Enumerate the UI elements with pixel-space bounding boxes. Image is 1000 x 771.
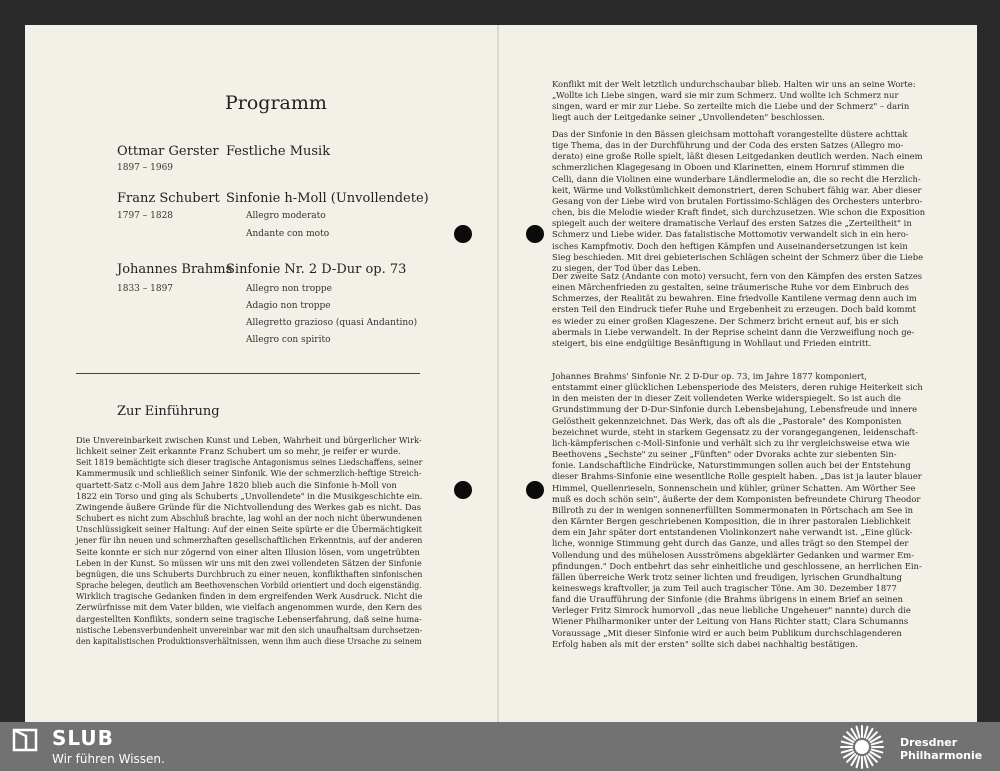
logo-ray	[865, 757, 868, 768]
logo-ray	[865, 727, 868, 738]
text-line: Konflikt mit der Welt letztlich undurchschaubar blieb. Halten wir uns an seine Worte:	[552, 79, 916, 89]
program-title: Programm	[225, 92, 327, 114]
text-line: quartett-Satz c-Moll aus dem Jahre 1820 blieb auch die Sinfonie h-Moll von	[76, 479, 397, 490]
composer-years: 1797 – 1828	[117, 211, 174, 221]
text-line: dieser Brahms-Sinfonie eine wesentliche Rolle gespielt haben. „Das ist ja lauter blauer	[552, 471, 922, 482]
composer-name: Johannes Brahms	[117, 262, 233, 277]
text-line: entstammt einer glücklichen Lebensperiode des Meisters, deren ruhige Heiterkeit sich	[552, 382, 923, 393]
text-line: den Kärnter Bergen geschriebenen Komposition, die in ihrer pastoralen Lieblichkeit	[552, 516, 911, 527]
text-line: Schmerz und Liebe wider. Das fatalistische Mottomotiv verwandelt sich in ein hero-	[552, 229, 909, 240]
text-line: Kammermusik und schließlich seiner Sinfonik. Wie der schmerzlich-heftige Streich-	[76, 468, 422, 479]
logo-ray	[872, 750, 883, 753]
paragraph	[552, 129, 925, 274]
text-line: keineswegs kraftvoller, ja zum Teil auch tragischer Töne. Am 30. Dezember 1877	[552, 582, 897, 593]
partner-name-line: Philharmonie	[900, 749, 983, 762]
slub-name[interactable]: SLUB	[52, 726, 114, 750]
paragraph	[552, 271, 925, 349]
text-line: begnügen, die uns Schuberts Durchbruch zu einer neuen, konflikthaften sinfonischen	[76, 568, 423, 579]
punch-hole	[454, 225, 472, 243]
work-title: Sinfonie h-Moll (Unvollendete)	[226, 191, 429, 206]
text-line: Grundstimmung der D-Dur-Sinfonie durch Lebensbejahung, Lebensfreude und innere	[552, 404, 918, 415]
text-line: es wieder zu einer großen Klageszene. Der Schmerz bricht erneut auf, bis er sich	[552, 315, 899, 326]
text-line: Gelöstheit gekennzeichnet. Das Werk, das oft als die „Pastorale" des Komponisten	[552, 415, 902, 426]
work-title: Festliche Musik	[226, 144, 331, 159]
text-line: Johannes Brahms' Sinfonie Nr. 2 D-Dur op. 73, im Jahre 1877 komponiert,	[552, 371, 867, 381]
composer-years: 1833 – 1897	[117, 284, 174, 294]
punch-hole	[454, 481, 472, 499]
text-line: bezeichnet wurde, steht in starkem Gegensatz zu der vorangegangenen, leidenschaft-	[552, 426, 918, 437]
text-line: Billroth zu der in wenigen sonnenerfüllten Sommermonaten in Pörtschach am See in	[552, 504, 913, 515]
text-line: muß es doch schön sein", äußerte der dem Komponisten befreundete Chirurg Theodor	[552, 493, 921, 504]
slub-tagline: Wir führen Wissen.	[52, 752, 165, 766]
movement: Allegro moderato	[246, 211, 326, 221]
movement: Allegretto grazioso (quasi Andantino)	[246, 318, 418, 328]
partner-name-line: Dresdner	[900, 736, 958, 749]
text-line: jener für ihn neuen und schmerzhaften gesellschaftlichen Erkenntnis, auf der anderen	[76, 535, 423, 546]
text-line: Seite konnte er sich nur zögernd von einer alten Illusion lösen, vom ungetrübten	[76, 546, 420, 557]
text-line: dem ein Jahr später dort entstandenen Violinkonzert nahe verwandt ist. „Eine glück-	[552, 527, 913, 538]
text-line: Verleger Fritz Simrock humorvoll „das neue liebliche Ungeheuer" nannte) durch die	[552, 605, 911, 616]
text-line: keit, Wärme und Volkstümlichkeit demonstriert, deren Schubert fähig war. Aber dieser	[552, 184, 922, 195]
text-line: isches Kampfmotiv. Doch den heftigen Kämpfen und Auseinandersetzungen ist kein	[552, 240, 908, 251]
text-line: Das der Sinfonie in den Bässen gleichsam mottohaft vorangestellte düstere achttak	[552, 129, 908, 139]
punch-hole	[526, 481, 544, 499]
text-line: singen, ward er mir zur Liebe. So zerteilte mich die Liebe und der Schmerz" – darin	[552, 101, 910, 112]
text-line: ersten Teil den Eindruck tiefer Ruhe und Ergebenheit zu erzeugen. Doch bald kommt	[552, 304, 916, 315]
text-line: Unschlüssigkeit seiner Haltung: Auf der einen Seite spürte er die Übermächtigkeit	[76, 524, 422, 535]
movement: Allegro non troppe	[246, 284, 332, 294]
punch-hole	[526, 225, 544, 243]
text-line: Der zweite Satz (Andante con moto) versucht, fern von den Kämpfen des ersten Satzes	[552, 271, 923, 281]
text-line: lich-kämpferischen c-Moll-Sinfonie und verhält sich zu ihr vergleichsweise etwa wie	[552, 437, 910, 448]
text-line: Schubert es nicht zum Abschluß brachte, lag wohl an der noch nicht überwundenen	[76, 513, 423, 524]
slub-logo-icon	[12, 728, 38, 752]
text-line: Wirklich tragische Gedanken finden in dem ergreifenden Werk Ausdruck. Nicht die	[76, 591, 423, 602]
movement: Adagio non troppe	[246, 301, 331, 311]
text-line: lichkeit seiner Zeit erkannte Franz Schubert um so mehr, je reifer er wurde.	[76, 446, 401, 457]
text-line: Zwingende äußere Gründe für die Nichtvollendung des Werkes gab es nicht. Das	[76, 501, 421, 512]
text-line: Erfolg haben als mit der ersten" sollte sich dabei nachhaltig bestätigen.	[552, 638, 858, 649]
text-line: Vollendung und des mühelosen Ausströmens abgeklärter Gedanken und warmer Em-	[552, 549, 915, 560]
text-line: einen Märchenfrieden zu gestalten, seine träumerische Ruhe vor dem Einbruch des	[552, 282, 909, 293]
text-line: Seit 1819 bemächtigte sich dieser tragische Antagonismus seines Liedschaffens, seiner	[76, 457, 423, 468]
text-line: Beethovens „Sechste" zu seiner „Fünften" oder Dvoraks achte zur siebenten Sin-	[552, 449, 897, 460]
text-line: Wiener Philharmoniker unter der Leitung von Hans Richter statt; Clara Schumanns	[552, 616, 909, 627]
text-line: 1822 ein Torso und ging als Schuberts „Unvollendete" in die Musikgeschichte ein.	[76, 490, 423, 501]
text-line: dargestellten Konflikts, sondern seine tragische Lebenserfahrung, daß seine huma-	[76, 613, 422, 624]
text-line: tige Thema, das in der Durchführung und der Coda des ersten Satzes (Allegro mo-	[552, 140, 904, 151]
text-line: chen, bis die Melodie wieder Kraft findet, sich durchzusetzen. Wie schon die Exposition	[552, 207, 926, 218]
text-line: liche, wonnige Stimmung geht durch das Ganze, und alles trägt so den Stempel der	[552, 538, 909, 549]
text-line: „Wollte ich Liebe singen, ward sie mir zum Schmerz. Und wollte ich Schmerz nur	[552, 90, 899, 101]
text-line: nistische Lebensverbundenheit unvereinbar war mit den sich unaufhaltsam durchsetzen-	[76, 624, 423, 635]
section-divider	[76, 373, 420, 374]
movement: Allegro con spirito	[246, 335, 331, 345]
movement: Andante con moto	[246, 229, 330, 239]
text-line: spiegelt auch der weitere dramatische Verlauf des ersten Satzes die „Zerteiltheit" in	[552, 218, 912, 229]
text-line: den kapitalistischen Produktionsverhältnissen, wenn ihm auch diese Ursache zu seinem	[76, 635, 422, 646]
text-line: Leben in der Kunst. So müssen wir uns mit den zwei vollendeten Sätzen der Sinfonie	[76, 557, 422, 568]
text-line: Schmerzes, der Realität zu bewahren. Eine friedvolle Kantilene vermag denn auch im	[552, 293, 917, 304]
text-line: fonie. Landschaftliche Eindrücke, Naturstimmungen sollen auch bei der Entstehung	[552, 460, 911, 471]
composer-name: Franz Schubert	[117, 191, 220, 206]
text-line: Gesang von der Liebe wird von brutalen Fortissimo-Schlägen des Orchesters unterbro-	[552, 195, 923, 206]
text-line: Sieg beschieden. Mit drei gebieterischen Schlägen scheint der Schmerz über die Liebe	[552, 251, 924, 262]
text-line: pfindungen." Doch entbehrt das sehr einheitliche und geschlossene, an herrlichen Ein-	[552, 560, 922, 571]
text-line: Die Unvereinbarkeit zwischen Kunst und Leben, Wahrheit und bürgerlicher Wirk-	[76, 435, 422, 445]
logo-ray	[872, 742, 883, 745]
center-fold	[497, 25, 499, 722]
philharmonie-logo-icon	[838, 724, 886, 770]
text-line: Voraussage „Mit dieser Sinfonie wird er auch beim Publikum durchschlagenderen	[552, 627, 902, 638]
paragraph	[552, 79, 925, 124]
text-line: schmerzlichen Klagegesang in Oboen und Klarinetten, einem Hornruf stimmen die	[552, 162, 905, 173]
text-line: fällen überreiche Werk trotz seiner lichten und freudigen, lyrischen Grundhaltung	[552, 571, 903, 582]
text-line: fand die Uraufführung der Sinfonie (die Brahms übrigens in einem Brief an seinen	[552, 594, 903, 605]
text-line: zu siegen, der Tod über das Leben.	[552, 262, 702, 273]
logo-ray	[857, 727, 860, 738]
partner-name[interactable]	[900, 736, 982, 762]
logo-ray	[842, 750, 853, 753]
text-line: in den meisten der in dieser Zeit vollendeten Werke widerspiegelt. So ist auch die	[552, 393, 901, 404]
logo-ray	[842, 742, 853, 745]
composer-name: Ottmar Gerster	[117, 144, 219, 159]
text-line: Celli, dann die Violinen eine wunderbare Ländlermelodie an, die so recht die Herzlich-	[552, 173, 921, 184]
text-line: Himmel, Quellenrieseln, Sonnenschein und kühler, grüner Schatten. Am Wörther See	[552, 482, 916, 493]
intro-text	[76, 435, 422, 647]
intro-heading: Zur Einführung	[117, 404, 220, 419]
work-title: Sinfonie Nr. 2 D-Dur op. 73	[226, 262, 407, 277]
composer-years: 1897 – 1969	[117, 163, 174, 173]
text-line: steigert, bis eine endgültige Besänftigung in Wohllaut und Frieden eintritt.	[552, 337, 872, 348]
text-line: liegt auch der Leitgedanke seiner „Unvollendeten" beschlossen.	[552, 112, 825, 123]
text-line: derato) eine große Rolle spielt, läßt diesen Leitgedanken deutlich werden. Nach einem	[552, 151, 923, 162]
logo-ray	[857, 757, 860, 768]
paragraph	[552, 371, 925, 650]
text-line: abermals in Liebe verwandelt. In der Reprise scheint dann die Verzweiflung noch ge-	[552, 326, 915, 337]
text-line: Zerwürfnisse mit dem Vater bilden, wie vielfach angenommen wurde, den Kern des	[76, 602, 422, 613]
text-line: Sprache belegen, deutlich am Beethovenschen Vorbild orientiert und doch eigenständig.	[76, 580, 422, 591]
